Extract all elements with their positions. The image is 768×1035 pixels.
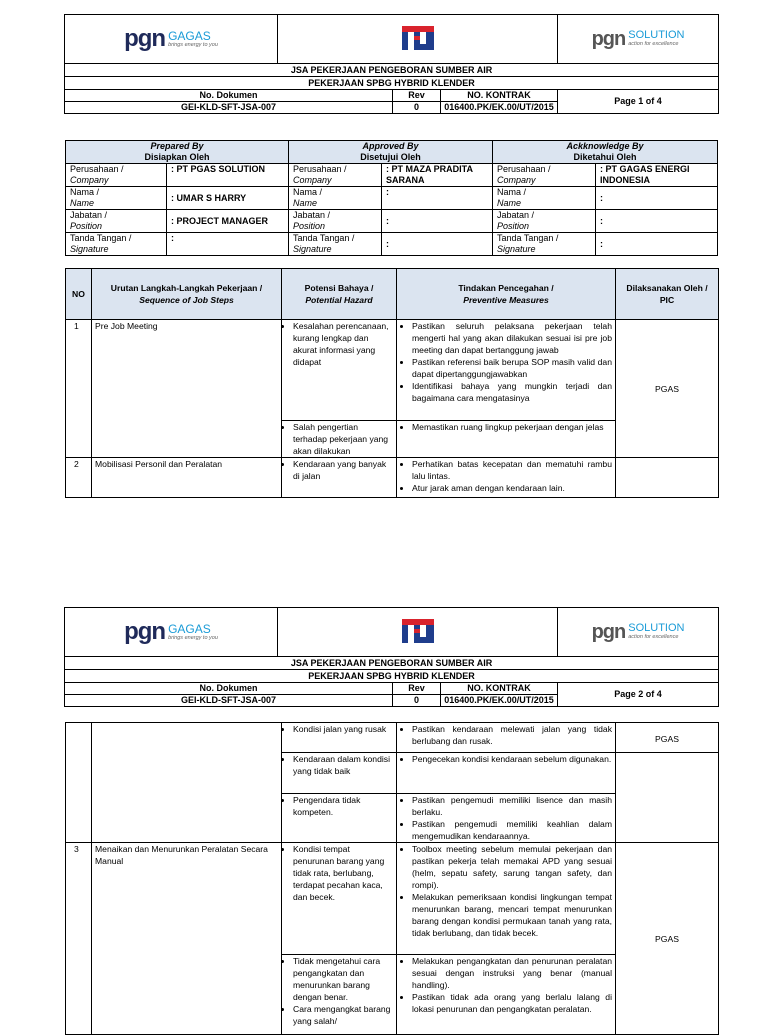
pic-cell <box>616 458 719 498</box>
document-title: JSA PEKERJAAN PENGEBORAN SUMBER AIR <box>65 64 719 77</box>
col-header-steps: Urutan Langkah-Langkah Pekerjaan / Sequence of Job Steps <box>92 269 282 320</box>
prepared-signature-value: : <box>167 233 289 256</box>
approved-by-header: Approved By Disetujui Oleh <box>289 141 493 164</box>
page2-header <box>64 607 719 707</box>
logo-brand: GAGAS <box>168 621 211 636</box>
hazard-cell: • Kendaraan dalam kondisi yang tidak baik <box>282 753 397 794</box>
measures-cell: • Pastikan seluruh pelaksana pekerjaan telah mengerti hal yang akan dilakukan sesuai isi pre job meeting dan dapat bertanggung jawab • Pastikan referensi baik berupa SOP masih valid dan dapat dipertanggungjawabkan • Identifikasi bahaya yang mungkin terjadi dan bagaimana cara mengatasinya <box>397 320 616 421</box>
jsa-table-page1 <box>65 268 719 498</box>
hazard-cell: • Salah pengertian terhadap pekerjaan yang akan dilakukan <box>282 421 397 458</box>
center-emblem-logo <box>278 15 558 64</box>
prepared-position-value: : PROJECT MANAGER <box>167 210 289 233</box>
logo-brand: GAGAS <box>168 28 211 43</box>
logo-tagline: action for excellence <box>628 634 679 641</box>
job-step: Mobilisasi Personil dan Peralatan <box>92 458 282 498</box>
project-title: PEKERJAAN SPBG HYBRID KLENDER <box>65 77 719 90</box>
rev-label: Rev <box>393 683 441 695</box>
rev-value: 0 <box>393 695 441 707</box>
pic-cell: PGAS <box>616 723 719 753</box>
acknowledge-position-value: : <box>596 210 718 233</box>
row-number: 2 <box>66 458 92 498</box>
pic-cell <box>616 753 719 843</box>
approved-name-value: : <box>382 187 493 210</box>
hazard-cell: • Pengendara tidak kompeten. <box>282 794 397 843</box>
acknowledge-signature-value: : <box>596 233 718 256</box>
pgn-solution-logo <box>558 15 719 64</box>
logo-brand: SOLUTION <box>628 622 685 635</box>
logo-word: pgn <box>591 27 626 50</box>
approval-row-signature: Tanda Tangan / Signature : Tanda Tangan / Signature : Tanda Tangan / Signature : <box>66 233 718 256</box>
contract-label: NO. KONTRAK <box>441 90 558 102</box>
logo-brand: SOLUTION <box>628 29 685 42</box>
job-step: Pre Job Meeting <box>92 320 282 458</box>
approved-signature-value: : <box>382 233 493 256</box>
hazard-cell: • Tidak mengetahui cara pengangkatan dan menurunkan barang dengan benar. • Cara mengangkat barang yang salah/ <box>282 955 397 1035</box>
approval-row-position: Jabatan / Position : PROJECT MANAGER Jabatan / Position : Jabatan / Position : <box>66 210 718 233</box>
rev-label: Rev <box>393 90 441 102</box>
acknowledge-company-value: : PT GAGAS ENERGI INDONESIA <box>596 164 718 187</box>
row-number: 3 <box>66 843 92 1035</box>
job-step <box>92 723 282 843</box>
approval-table <box>65 140 718 256</box>
col-header-hazard: Potensi Bahaya / Potential Hazard <box>282 269 397 320</box>
doc-number-label: No. Dokumen <box>65 683 393 695</box>
approval-row-name: Nama / Name : UMAR S HARRY Nama / Name : Nama / Name : <box>66 187 718 210</box>
prepared-by-header: Prepared By Disiapkan Oleh <box>66 141 289 164</box>
logo-tagline: brings energy to you <box>168 634 218 641</box>
page-number: Page 2 of 4 <box>558 683 719 707</box>
col-header-pic: Dilaksanakan Oleh / PIC <box>616 269 719 320</box>
page-number: Page 1 of 4 <box>558 90 719 114</box>
acknowledge-by-header: Ackknowledge By Diketahui Oleh <box>493 141 718 164</box>
pic-cell: PGAS <box>616 843 719 1035</box>
col-header-no: NO <box>66 269 92 320</box>
measures-cell: • Pastikan kendaraan melewati jalan yang tidak berlubang dan rusak. <box>397 723 616 753</box>
rev-value: 0 <box>393 102 441 114</box>
pgn-solution-logo <box>558 608 719 657</box>
row-number: 1 <box>66 320 92 458</box>
job-step: Menaikan dan Menurunkan Peralatan Secara Manual <box>92 843 282 1035</box>
company-emblem-icon <box>398 615 438 647</box>
prepared-name-value: : UMAR S HARRY <box>167 187 289 210</box>
pic-cell: PGAS <box>616 320 719 458</box>
center-emblem-logo <box>278 608 558 657</box>
hazard-cell: • Kesalahan perencanaan, kurang lengkap dan akurat informasi yang didapat <box>282 320 397 421</box>
contract-value: 016400.PK/EK.00/UT/2015 <box>441 695 558 707</box>
doc-number-value: GEI-KLD-SFT-JSA-007 <box>65 102 393 114</box>
hazard-cell: • Kendaraan yang banyak di jalan <box>282 458 397 498</box>
company-emblem-icon <box>398 22 438 54</box>
measures-cell: • Melakukan pengangkatan dan penurunan peralatan sesuai dengan instruksi yang benar (manual handling). • Pastikan tidak ada orang yang berlalu lalang di lokasi penurunan dan pengangkatan peralatan. <box>397 955 616 1035</box>
doc-number-value: GEI-KLD-SFT-JSA-007 <box>65 695 393 707</box>
hazard-cell: • Kondisi tempat penurunan barang yang tidak rata, berlubang, terdapat pecahan kaca, dan becek. <box>282 843 397 955</box>
logo-word: pgn <box>124 618 166 645</box>
prepared-company-value: : PT PGAS SOLUTION <box>167 164 289 187</box>
contract-value: 016400.PK/EK.00/UT/2015 <box>441 102 558 114</box>
contract-label: NO. KONTRAK <box>441 683 558 695</box>
col-header-measures: Tindakan Pencegahan / Preventive Measures <box>397 269 616 320</box>
measures-cell: • Toolbox meeting sebelum memulai pekerjaan dan pastikan pekerja telah memakai APD yang sesuai (helm, sepatu safety, sarung tangan safety, dan rompi). • Melakukan pemeriksaan kondisi lingkungan tempat menurunkan barang, mencari tempat menurunkan barang dengan kondisi permukaan tanah yang rata, tidak berlubang, dan tidak becek. <box>397 843 616 955</box>
hazard-cell: • Kondisi jalan yang rusak <box>282 723 397 753</box>
logo-tagline: action for excellence <box>628 41 679 48</box>
pgn-gagas-logo <box>65 608 278 657</box>
measures-cell: • Perhatikan batas kecepatan dan mematuhi rambu lalu lintas. • Atur jarak aman dengan kendaraan lain. <box>397 458 616 498</box>
approved-position-value: : <box>382 210 493 233</box>
measures-cell: • Memastikan ruang lingkup pekerjaan dengan jelas <box>397 421 616 458</box>
jsa-table-page2 <box>65 722 719 1035</box>
measures-cell: • Pastikan pengemudi memiliki lisence dan masih berlaku. • Pastikan pengemudi memiliki keahlian dalam mengemudikan kendaraannya. <box>397 794 616 843</box>
document-title: JSA PEKERJAAN PENGEBORAN SUMBER AIR <box>65 657 719 670</box>
logo-tagline: brings energy to you <box>168 41 218 48</box>
pgn-gagas-logo <box>65 15 278 64</box>
approved-company-value: : PT MAZA PRADITA SARANA <box>382 164 493 187</box>
logo-word: pgn <box>124 25 166 52</box>
measures-cell: • Pengecekan kondisi kendaraan sebelum digunakan. <box>397 753 616 794</box>
project-title: PEKERJAAN SPBG HYBRID KLENDER <box>65 670 719 683</box>
acknowledge-name-value: : <box>596 187 718 210</box>
page1-header <box>64 14 719 114</box>
logo-word: pgn <box>591 620 626 643</box>
approval-row-company: Perusahaan / Company : PT PGAS SOLUTION Perusahaan / Company : PT MAZA PRADITA SARANA Perusahaan / Company : PT GAGAS ENERGI INDONESIA <box>66 164 718 187</box>
row-number <box>66 723 92 843</box>
doc-number-label: No. Dokumen <box>65 90 393 102</box>
